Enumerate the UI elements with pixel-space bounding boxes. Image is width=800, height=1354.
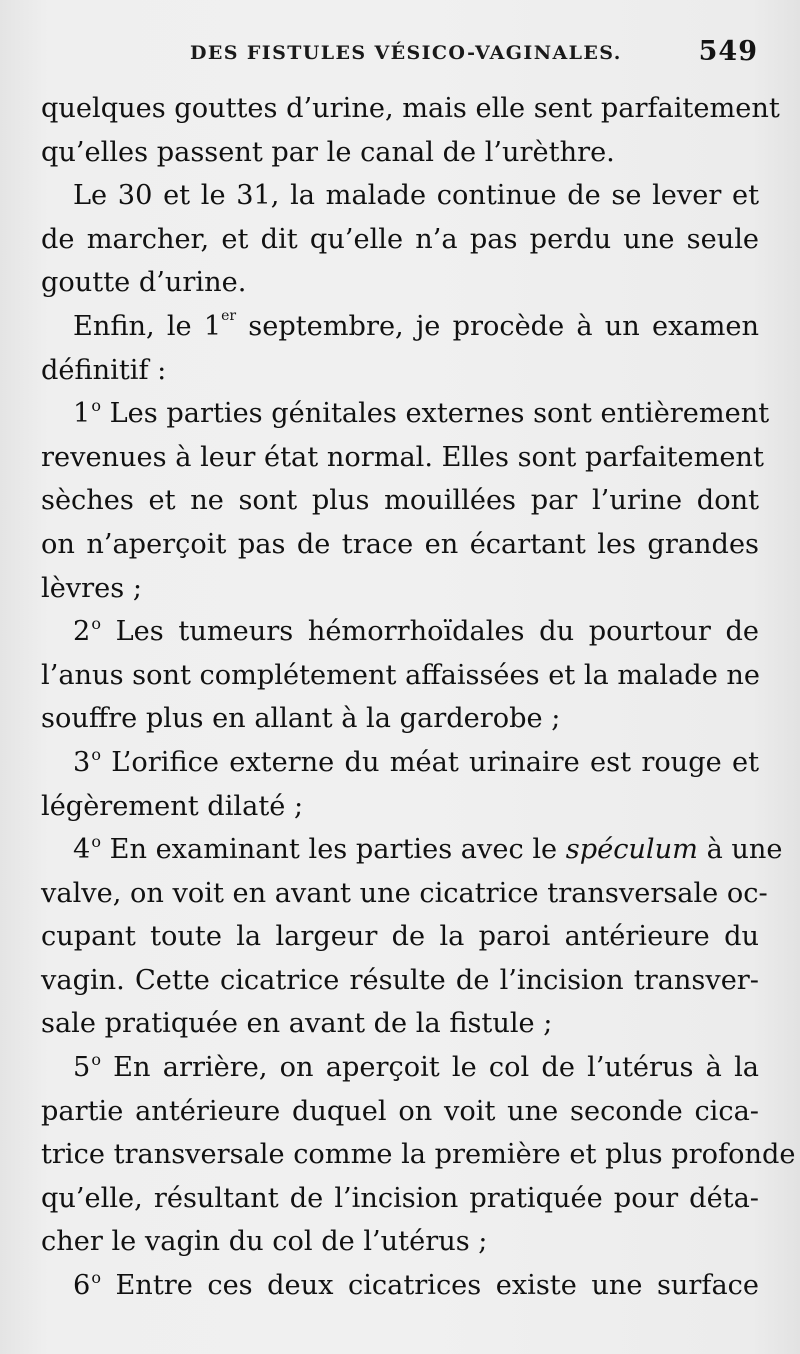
line-text: souffre plus en allant à la garderobe ; — [41, 703, 561, 735]
line-text: Entre ces deux cicatrices existe une surface — [100, 1270, 759, 1302]
line-text: vagin. Cette cicatrice résulte de l’incision transver- — [41, 964, 759, 996]
text-line — [41, 1220, 759, 1264]
text-line — [41, 392, 770, 436]
line-text: cupant toute la largeur de la paroi antérieure du — [41, 921, 759, 953]
line-text: En arrière, on aperçoit le col de l’utérus à la — [100, 1052, 759, 1084]
text-line — [41, 436, 764, 480]
item-number: 1 — [73, 398, 91, 430]
ordinal-mark: o — [91, 1050, 101, 1070]
line-text: qu’elle, résultant de l’incision pratiquée pour déta- — [41, 1182, 759, 1214]
line-text: qu’elles passent par le canal de l’urèthre. — [41, 136, 615, 168]
line-text: cher le vagin du col de l’utérus ; — [41, 1226, 488, 1258]
text-line — [41, 741, 759, 785]
line-text: on n’aperçoit pas de trace en écartant les grandes — [41, 528, 759, 560]
page-header — [40, 36, 760, 70]
item-number: 3 — [73, 746, 91, 778]
line-text: Le 30 et le 31, la malade continue de se lever et — [73, 180, 759, 212]
item-number: 6 — [73, 1270, 91, 1302]
line-text: sèches et ne sont plus mouillées par l’urine dont — [41, 485, 759, 517]
line-text: En examinant les parties avec le — [100, 834, 566, 866]
line-text: sale pratiquée en avant de la fistule ; — [41, 1008, 553, 1040]
text-line — [41, 1090, 759, 1134]
text-line — [41, 654, 759, 698]
line-text: revenues à leur état normal. Elles sont parfaitement — [41, 441, 764, 473]
text-line — [41, 915, 759, 959]
text-line — [41, 567, 759, 611]
text-line — [41, 305, 759, 349]
text-line — [41, 828, 783, 872]
text-line — [41, 1177, 759, 1221]
italic-term: spéculum — [565, 834, 698, 866]
line-text: Les parties génitales externes sont entièrement — [100, 398, 770, 430]
text-line — [41, 174, 759, 218]
line-text: partie antérieure duquel on voit une seconde cica- — [41, 1095, 759, 1127]
text-line — [41, 218, 759, 262]
text-line — [41, 872, 768, 916]
text-line — [41, 1046, 759, 1090]
item-number: 2 — [73, 616, 91, 648]
line-text: l’anus sont complétement affaissées et la malade ne — [41, 659, 761, 691]
text-line — [41, 1002, 759, 1046]
line-text: quelques gouttes d’urine, mais elle sent parfaitement — [41, 93, 780, 124]
running-title: DES FISTULES VÉSICO-VAGINALES. — [190, 42, 622, 64]
text-line — [41, 1264, 759, 1308]
line-text: lèvres ; — [41, 572, 142, 604]
line-text: goutte d’urine. — [41, 267, 247, 299]
text-line — [41, 87, 780, 131]
page-number: 549 — [698, 36, 758, 67]
line-text: de marcher, et dit qu’elle n’a pas perdu une seule — [41, 223, 759, 255]
line-text: Les tumeurs hémorrhoïdales du pourtour de — [100, 616, 759, 648]
ordinal-mark: o — [91, 614, 101, 634]
item-number: 4 — [73, 834, 91, 866]
line-text: septembre, je procède à un examen — [236, 310, 759, 342]
text-line — [41, 785, 759, 829]
text-line — [41, 697, 759, 741]
text-line — [41, 261, 759, 305]
line-text: à une — [697, 834, 783, 866]
text-line — [41, 479, 759, 523]
text-line — [41, 131, 759, 175]
ordinal-mark: o — [91, 1268, 101, 1288]
line-text: valve, on voit en avant une cicatrice transversale oc- — [41, 877, 768, 909]
text-line — [41, 523, 759, 567]
text-line — [41, 1133, 796, 1177]
text-line — [41, 349, 759, 393]
text-line — [41, 610, 759, 654]
line-text: définitif : — [41, 354, 167, 386]
line-text: trice transversale comme la première et plus profonde — [41, 1139, 796, 1171]
line-text: L’orifice externe du méat urinaire est rouge et — [100, 746, 759, 778]
ordinal-mark: o — [91, 832, 101, 852]
text-line — [41, 959, 759, 1003]
body-text — [41, 87, 796, 1308]
superscript: er — [221, 307, 237, 324]
ordinal-mark: o — [91, 744, 101, 764]
line-text: Enfin, le 1 — [73, 310, 222, 342]
ordinal-mark: o — [91, 396, 101, 416]
item-number: 5 — [73, 1052, 91, 1084]
line-text: légèrement dilaté ; — [41, 790, 304, 822]
